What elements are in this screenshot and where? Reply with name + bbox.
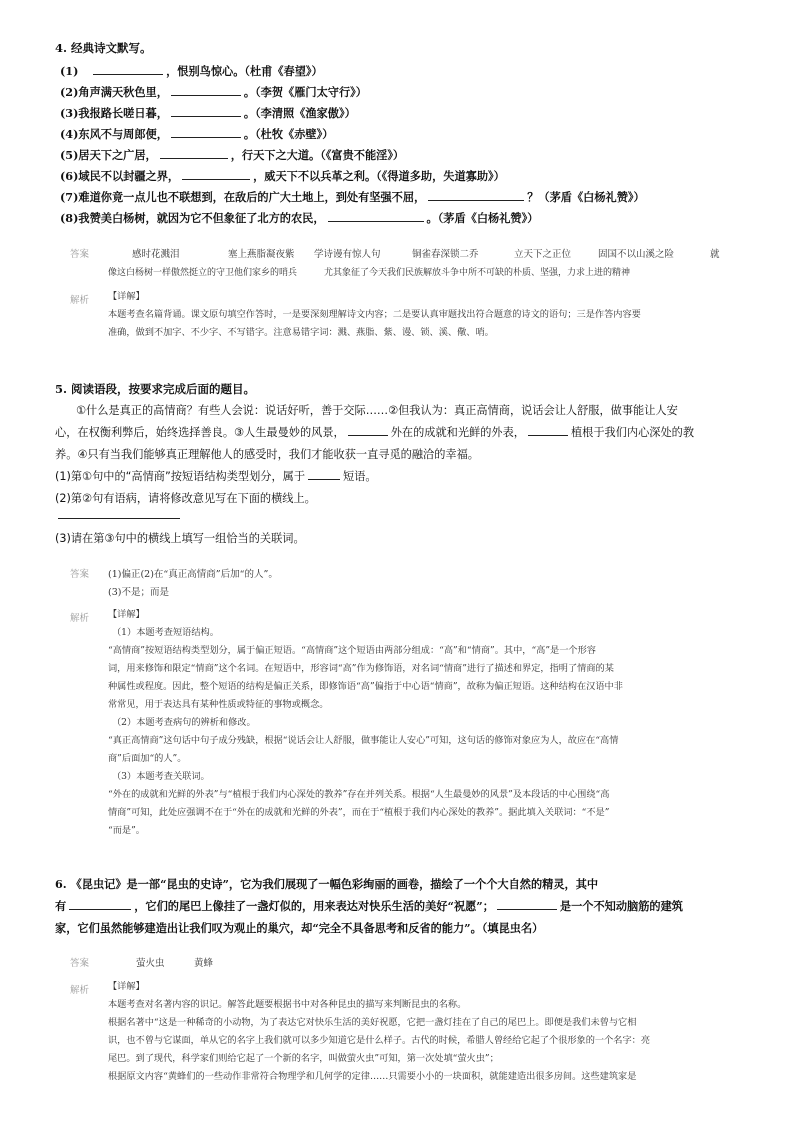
q4-answer-3: 学诗谩有惊人句 [314, 249, 381, 260]
q6-analysis-line: 本题考查对名著内容的识记。解答此题要根据书中对各种昆虫的描写来判断昆虫的名称。 [108, 999, 467, 1010]
q4-line-2: (2)角声满天秋色里， 。（李贺《雁门太守行》） [60, 85, 367, 99]
q6-title: 6. 《昆虫记》是一部“昆虫的史诗”，它为我们展现了一幅色彩绚丽的画卷，描绘了一个个大自然的精灵，其中 [55, 877, 599, 891]
q6-analysis-line: 根据原文内容“黄蜂们的一些动作非常符合物理学和几何学的定律……只需要小小的一块面积，就能建造出很多房间。这些建筑家是 [108, 1071, 637, 1082]
q4-line-5: (5)居天下之广居， ，行天下之大道。（《富贵不能淫》） [60, 148, 405, 162]
q5-analysis-line: （1）本题考查短语结构。 [112, 627, 219, 638]
q5-sub-1: (1)第①句中的“高情商”按短语结构类型划分，属于 短语。 [55, 470, 377, 483]
q5-analysis-line: “外在的成就和光鲜的外表”与“植根于我们内心深处的教养”存在并列关系。根据“人生最曼妙的风景”及本段话的中心围绕“高 [108, 789, 610, 800]
q4-line-3: (3)我报路长嗟日暮， 。（李清照《渔家傲》） [60, 106, 356, 120]
answer-blank[interactable] [93, 63, 163, 75]
q4-title: 4. 经典诗文默写。 [55, 41, 152, 55]
analysis-label: 解析 [70, 613, 90, 624]
q5-analysis-line: （2）本题考查病句的辨析和修改。 [112, 717, 256, 728]
q6-answer-1: 萤火虫 [136, 958, 165, 969]
q4-answer-6: 固国不以山溪之险 [598, 249, 675, 260]
answer-blank[interactable] [171, 84, 241, 96]
answer-blank[interactable] [171, 126, 241, 138]
q6-line-2: 有 ，它们的尾巴上像挂了一盏灯似的，用来表达对快乐生活的美好“祝愿”； 是一个不知动脑筋的建筑 [55, 899, 683, 913]
answer-blank[interactable] [528, 424, 568, 436]
q6-analysis-line: 尾巴。到了现代，科学家们则给它起了一个新的名字，叫做萤火虫”可知，第一次处填“萤火虫”； [108, 1053, 499, 1064]
q5-answer-2: (3)不是；而是 [108, 587, 169, 598]
q5-analysis-line: （3）本题考查关联词。 [112, 771, 210, 782]
q5-analysis-line: 商”后面加“的人”。 [108, 753, 187, 764]
q6-answer-2: 黄蜂 [194, 958, 214, 969]
q4-answer-row2: 像这白杨树一样傲然挺立的守卫他们家乡的哨兵 尤其象征了今天我们民族解放斗争中所不可缺的朴质、坚强，力求上进的精神 [108, 268, 631, 278]
answer-label: 答案 [70, 249, 90, 260]
answer-blank[interactable] [428, 189, 524, 201]
q4-analysis-line: 【详解】 [108, 291, 145, 302]
q5-analysis-line: “高情商”按短语结构类型划分，属于偏正短语。“高情商”这个短语由两部分组成：“高”和“情商”。其中，“高”是一个形容 [108, 645, 596, 656]
q5-title: 5. 阅读语段，按要求完成后面的题目。 [55, 382, 256, 396]
q5-analysis-line: “真正高情商”这句话中句子成分残缺，根据“说话会让人舒服，做事能让人安心”可知，这句话的修饰对象应为人，故应在“高情 [108, 735, 619, 746]
q5-para-line-2: 心，在权衡利弊后，始终选择善良。③人生最曼妙的风景， 外在的成就和光鲜的外表， 植根于我们内心深处的教 [55, 426, 695, 439]
q5-para-line-3: 养。④只有当我们能够真正理解他人的感受时，我们才能收获一直寻觅的融洽的幸福。 [55, 448, 479, 461]
q4-answer-1: 感时花溅泪 [132, 249, 180, 260]
q6-line-3: 家，它们虽然能够建造出让我们叹为观止的巢穴，却“完全不具备思考和反省的能力”。（填昆虫名） [55, 921, 544, 935]
q4-answer-5: 立天下之正位 [514, 249, 572, 260]
answer-blank[interactable] [328, 210, 424, 222]
answer-blank[interactable] [69, 898, 131, 910]
q5-sub-2: (2)第②句有语病，请将修改意见写在下面的横线上。 [55, 492, 316, 505]
q4-answer-7: 就 [710, 249, 720, 260]
q6-analysis-line: 根据名著中“这是一种稀奇的小动物，为了表达它对快乐生活的美好祝愿，它把一盏灯挂在了自己的尾巴上。即便是我们未曾与它相 [108, 1017, 637, 1028]
q5-analysis-line: 种属性或程度。因此，整个短语的结构是偏正关系，即修饰语“高”偏指于中心语“情商”，故称为偏正短语。这种结构在汉语中非 [108, 681, 623, 692]
answer-blank[interactable] [171, 105, 241, 117]
q6-analysis-line: 识，也不曾与它谋面，单从它的名字上我们就可以多少知道它是什么样子。古代的时候，希腊人曾经给它起了个很形象的一个名字：亮 [108, 1035, 651, 1046]
q6-analysis-line: 【详解】 [108, 981, 145, 992]
q4-analysis-line: 本题考查名篇背诵。课文原句填空作答时，一是要深刻理解诗文内容；二是要认真审题找出符合题意的诗文的语句；三是作答内容要 [108, 309, 641, 320]
analysis-label: 解析 [70, 295, 90, 306]
q5-analysis-line: 词，用来修饰和限定“情商”这个名词。在短语中，形容词“高”作为修饰语，对名词“情商”进行了描述和界定，指明了情商的某 [108, 663, 614, 674]
q4-line-6: (6)域民不以封疆之界， ，威天下不以兵革之利。（《得道多助，失道寡助》） [60, 169, 505, 183]
answer-blank[interactable] [497, 898, 557, 910]
q5-analysis-line: 常常见，用于表达具有某种性质或特征的事物或概念。 [108, 699, 329, 710]
answer-blank[interactable] [160, 147, 228, 159]
q5-analysis-line: 【详解】 [108, 609, 145, 620]
answer-blank[interactable] [182, 168, 250, 180]
q4-answer-4: 铜雀春深锁二乔 [412, 249, 479, 260]
q5-analysis-line: 情商”可知，此处应强调不在于“外在的成就和光鲜的外表”，而在于“植根于我们内心深处的教养”。据此填入关联词：“不是” [108, 807, 610, 818]
answer-blank[interactable] [348, 424, 388, 436]
answer-label: 答案 [70, 958, 90, 969]
answer-label: 答案 [70, 569, 90, 580]
q4-line-4: (4)东风不与周郎便， 。（杜牧《赤壁》） [60, 127, 334, 141]
q4-line-8: (8)我赞美白杨树，就因为它不但象征了北方的农民， 。（茅盾《白杨礼赞》） [60, 211, 539, 225]
q5-analysis-line: “而是”。 [108, 825, 145, 836]
q4-line-7: (7)难道你竟一点儿也不联想到，在敌后的广大土地上，到处有坚强不屈， ？（茅盾《白杨礼赞》） [60, 190, 645, 204]
answer-blank[interactable] [308, 468, 340, 480]
q5-para-line-1: ①什么是真正的高情商？有些人会说：说话好听，善于交际……②但我认为：真正高情商，说话会让人舒服，做事能让人安 [76, 404, 678, 417]
q4-answer-2: 塞上燕脂凝夜紫 [228, 249, 295, 260]
q4-analysis-line: 准确，做到不加字、不少字、不写错字。注意易错字词：溅、燕脂、紫、谩、锁、溪、儆、哨。 [108, 327, 494, 338]
q5-answer-1: (1)偏正(2)在“真正高情商”后加“的人”。 [108, 569, 278, 580]
answer-line[interactable] [58, 518, 180, 519]
q4-line-1: (1) ，恨别鸟惊心。（杜甫《春望》） [60, 64, 323, 78]
q5-sub-3: (3)请在第③句中的横线上填写一组恰当的关联词。 [55, 532, 305, 545]
analysis-label: 解析 [70, 985, 90, 996]
